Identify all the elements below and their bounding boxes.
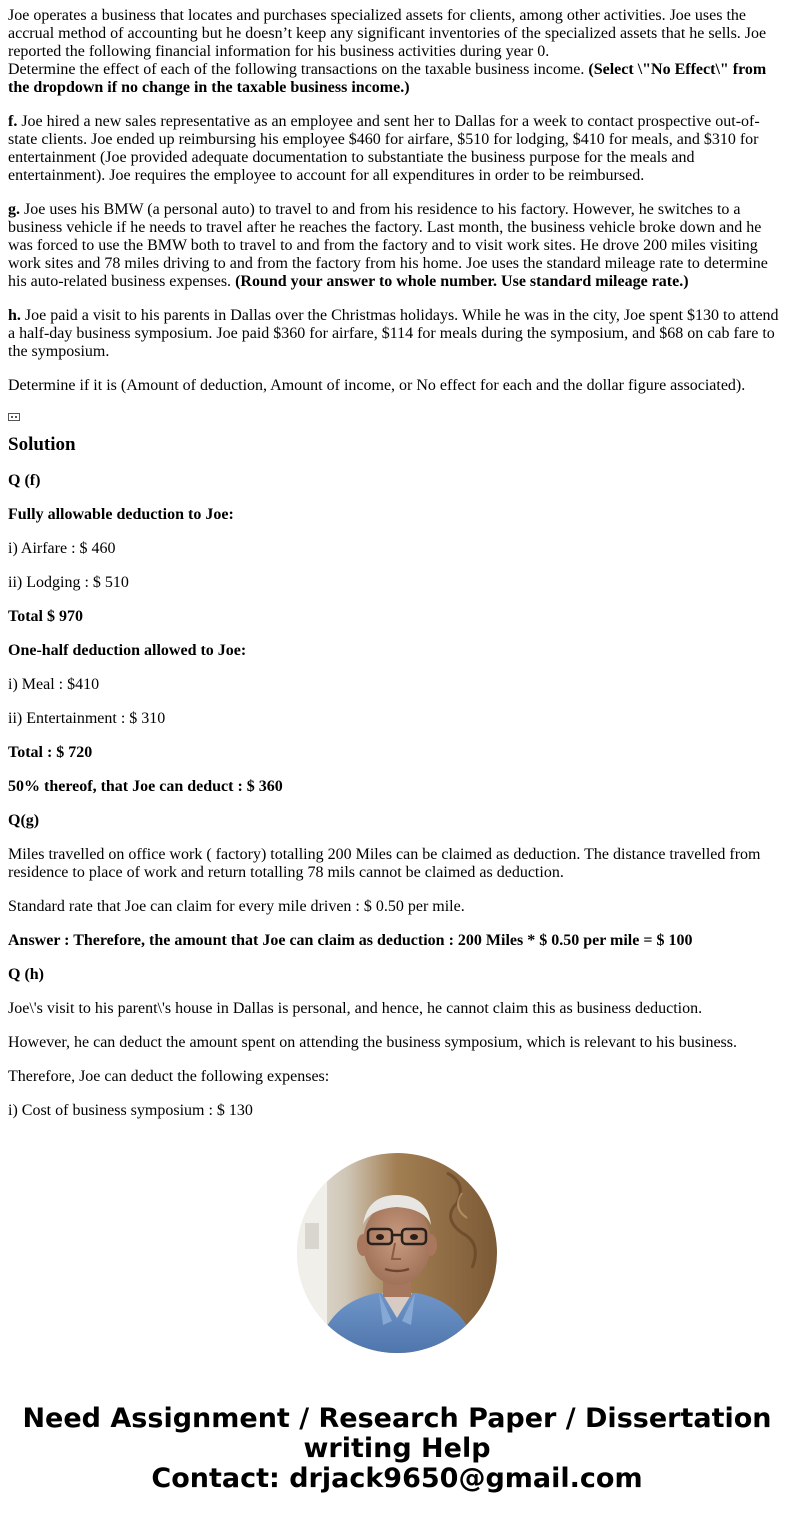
qg-heading: Q(g) <box>8 812 40 829</box>
intro-paragraph: Joe operates a business that locates and purchases specialized assets for clients, among other activities. Joe uses the accrual method of accounting but he doesn’t keep any significant inventories of the specialized assets that he sells. Joe reported the following financial information for his business activities during year 0. <box>8 7 767 60</box>
closing-instruction: Determine if it is (Amount of deduction, Amount of income, or No effect for each and the dollar figure associated). <box>8 377 746 394</box>
h-paragraph-2: However, he can deduct the amount spent on attending the business symposium, which is relevant to his business. <box>8 1034 738 1051</box>
g-paragraph-1: Miles travelled on office work ( factory) totalling 200 Miles can be claimed as deduction. The distance travelled from residence to place of work and return totalling 78 mils cannot be claimed as deduction. <box>8 846 761 881</box>
question-f-label: f. <box>8 113 18 130</box>
question-f-text: Joe hired a new sales representative as an employee and sent her to Dallas for a week to contact prospective out-of-state clients. Joe ended up reimbursing his employee $460 for airfare, $510 for lodging, $410 for meals, and $310 for entertainment (Joe provided adequate documentation to substantiate the business purpose for the meals and entertainment). Joe requires the employee to account for all expenditures in order to be reimbursed. <box>8 113 760 184</box>
lodging-line: ii) Lodging : $ 510 <box>8 574 129 591</box>
question-g <box>8 201 784 291</box>
question-g-bold: (Round your answer to whole number. Use standard mileage rate.) <box>235 273 689 290</box>
g-paragraph-2: Standard rate that Joe can claim for every mile driven : $ 0.50 per mile. <box>8 898 465 915</box>
instruction-text: Determine the effect of each of the following transactions on the taxable business income. <box>8 61 589 78</box>
footer-contact: Contact: drjack9650@gmail.com <box>151 1463 643 1494</box>
intro-instruction <box>8 61 784 97</box>
question-f <box>8 113 784 185</box>
footer-line-1: Need Assignment / Research Paper / Dissertation <box>22 1403 772 1434</box>
total-half-line: Total : $ 720 <box>8 744 93 761</box>
qf-heading: Q (f) <box>8 472 41 489</box>
h-item-1: i) Cost of business symposium : $ 130 <box>8 1102 253 1119</box>
total-full-line: Total $ 970 <box>8 608 83 625</box>
question-h <box>8 307 784 361</box>
full-deduction-heading: Fully allowable deduction to Joe: <box>8 506 234 523</box>
question-g-text: Joe uses his BMW (a personal auto) to travel to and from his residence to his factory. However, he switches to a business vehicle if he needs to travel after he reaches the factory. Last month, the business vehicle broke down and he was forced to use the BMW both to travel to and from the factory and to visit work sites. He drove 200 miles visiting work sites and 78 miles driving to and from the factory from his home. Joe uses the standard mileage rate to determine his auto-related business expenses. <box>8 201 768 290</box>
avatar <box>297 1153 497 1353</box>
h-paragraph-1: Joe\'s visit to his parent\'s house in Dallas is personal, and hence, he cannot claim this as business deduction. <box>8 1000 703 1017</box>
footer-line-2: writing Help <box>303 1433 491 1464</box>
question-h-text: Joe paid a visit to his parents in Dallas over the Christmas holidays. While he was in the city, Joe spent $130 to attend a half-day business symposium. Joe paid $360 for airfare, $114 for meals during the symposium, and $68 on cab fare to the symposium. <box>8 307 779 360</box>
footer-promo <box>0 1404 794 1494</box>
document-body <box>8 7 784 1122</box>
instruction-bold: (Select \"No Effect\" from the dropdown if no change in the taxable business income.) <box>8 61 767 96</box>
solution-heading: Solution <box>8 434 76 455</box>
question-g-label: g. <box>8 201 20 218</box>
fifty-percent-line: 50% thereof, that Joe can deduct : $ 360 <box>8 778 283 795</box>
half-deduction-heading: One-half deduction allowed to Joe: <box>8 642 247 659</box>
qh-heading: Q (h) <box>8 966 44 983</box>
g-answer: Answer : Therefore, the amount that Joe can claim as deduction : 200 Miles * $ 0.50 per mile = $ 100 <box>8 932 693 949</box>
entertainment-line: ii) Entertainment : $ 310 <box>8 710 166 727</box>
avatar-photo <box>297 1153 497 1353</box>
meal-line: i) Meal : $410 <box>8 676 100 693</box>
broken-image-icon <box>8 413 20 421</box>
h-paragraph-3: Therefore, Joe can deduct the following expenses: <box>8 1068 330 1085</box>
question-h-label: h. <box>8 307 21 324</box>
airfare-line: i) Airfare : $ 460 <box>8 540 116 557</box>
